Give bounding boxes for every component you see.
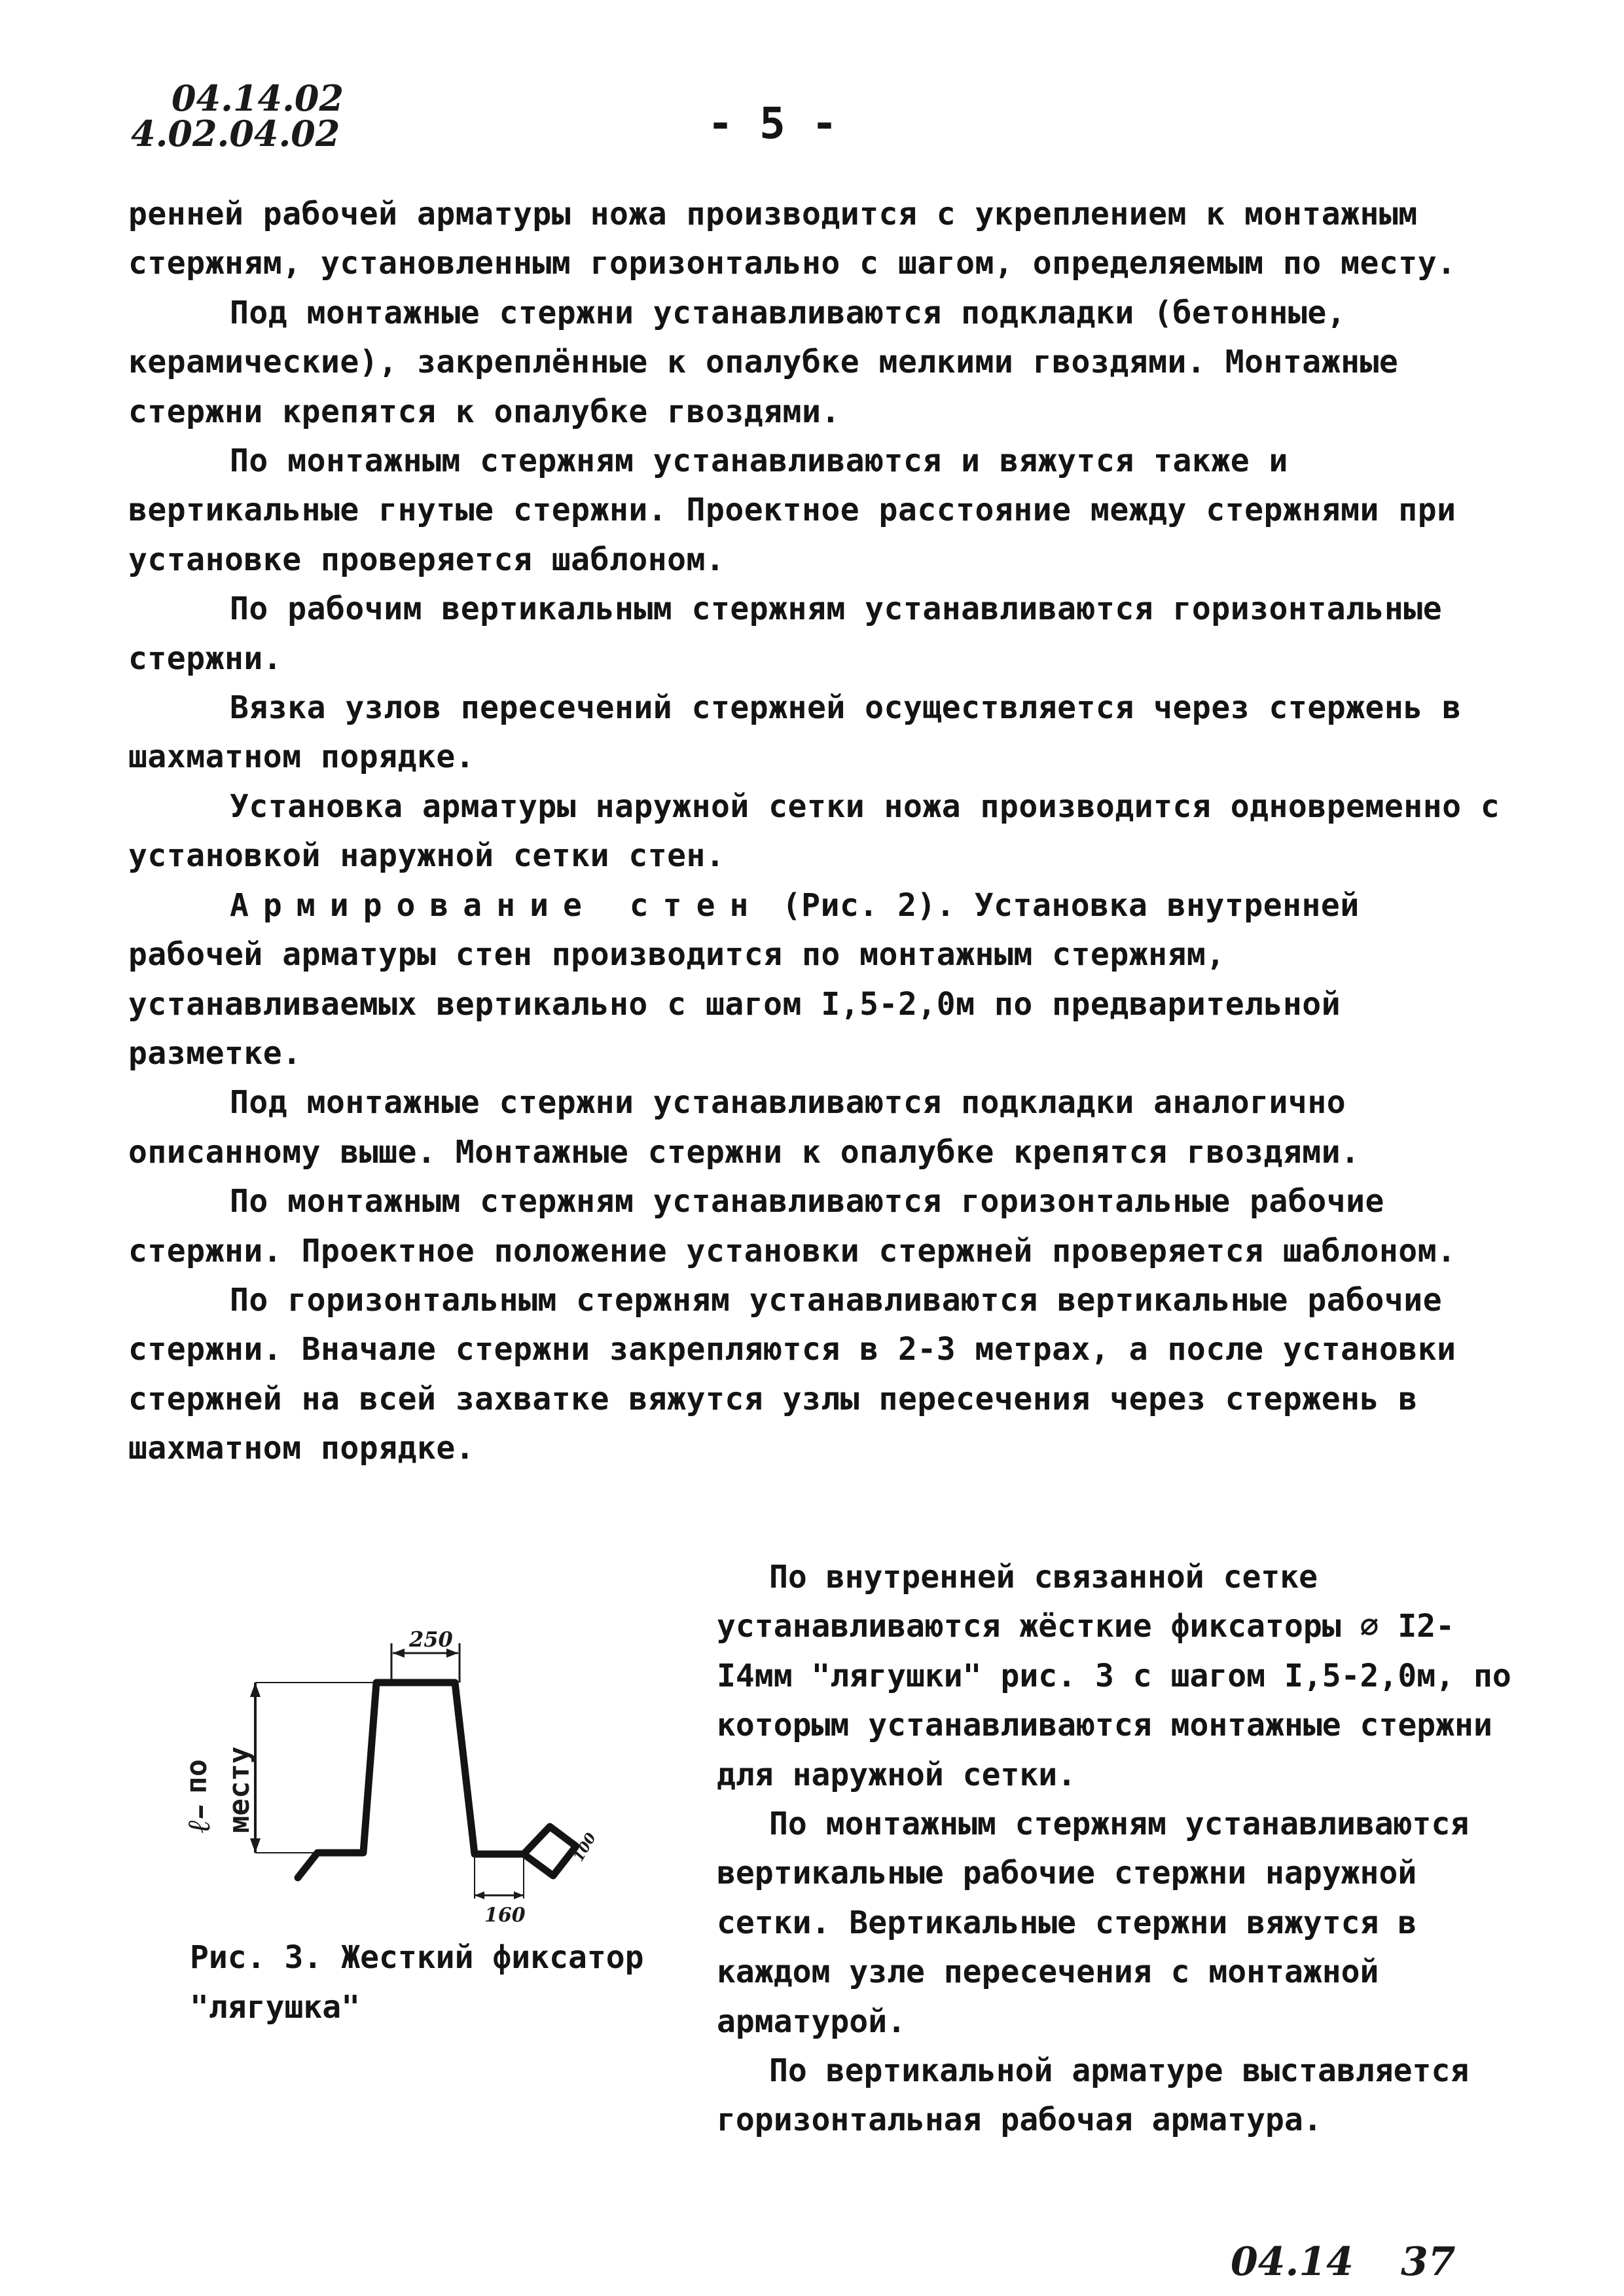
footer-handwritten-code: 04.14	[1231, 2239, 1354, 2285]
arrow-up-icon	[250, 1683, 261, 1697]
fixator-drawing	[157, 1617, 641, 1944]
paragraph-6: Установка арматуры наружной сетки ножа производится одновременно с установкой наружной сетки стен.	[128, 788, 1500, 875]
arrow-right-small-icon	[514, 1891, 524, 1899]
body-text	[128, 190, 1503, 1474]
dim-100-label: 100	[569, 1830, 600, 1865]
fixator-bar-profile	[298, 1683, 576, 1878]
handwritten-code-line1: 04.14.02	[171, 77, 344, 119]
paragraph-4: По рабочим вертикальным стержням устанавливаются горизонтальные стержни.	[128, 591, 1443, 677]
height-label-mestu: месту	[223, 1746, 256, 1833]
paragraph-12: По монтажным стержням устанавливаются вертикальные рабочие стержни наружной сетки. Вертикальные стержни вяжутся в каждом узле пересечения с монтажной арматурой.	[717, 1806, 1470, 2040]
figure-frog-fixator	[157, 1617, 641, 1944]
paragraph-2: Под монтажные стержни устанавливаются подкладки (бетонные, керамические), закреплённые к опалубке мелкими гвоздями. Монтажные стержни крепятся к опалубке гвоздями.	[128, 294, 1399, 430]
paragraph-3: По монтажным стержням устанавливаются и вяжутся также и вертикальные гнутые стержни. Проектное расстояние между стержнями при установке проверяется шаблоном.	[128, 443, 1456, 578]
arrow-left-small-icon	[475, 1891, 484, 1899]
section-heading-spaced: Армирование стен	[230, 886, 763, 924]
arrow-down-icon	[250, 1838, 261, 1853]
height-label-script-l: ℓ–	[181, 1804, 217, 1833]
paragraph-7	[128, 881, 1503, 1079]
paragraph-5: Вязка узлов пересечений стержней осуществляется через стержень в шахматном порядке.	[128, 689, 1462, 776]
figure-caption: Рис. 3. Жесткий фиксатор "лягушка"	[190, 1939, 644, 2026]
dim-250-label: 250	[409, 1627, 453, 1652]
paragraph-1: ренней рабочей арматуры ножа производится с укреплением к монтажным стержням, установленным горизонтально с шагом, определяемым по месту.	[128, 196, 1456, 282]
height-label-po: по	[180, 1759, 213, 1794]
paragraph-7-text: (Рис. 2). Установка внутренней рабочей арматуры стен производится по монтажным стержням, устанавливаемых вертикально с шагом I,5-2,0м по предварительной разметке.	[128, 886, 1360, 1072]
paragraph-11: По внутренней связанной сетке устанавливаются жёсткие фиксаторы ∅ I2-I4мм "лягушки" рис. 3 с шагом I,5-2,0м, по которым устанавливаются монтажные стержни для наружной сетки.	[717, 1559, 1511, 1793]
paragraph-8: Под монтажные стержни устанавливаются подкладки аналогично описанному выше. Монтажные стержни к опалубке крепятся гвоздями.	[128, 1084, 1360, 1171]
paragraph-9: По монтажным стержням устанавливаются горизонтальные рабочие стержни. Проектное положение установки стержней проверяется шаблоном.	[128, 1183, 1456, 1269]
handwritten-code-line2: 4.02.04.02	[131, 113, 340, 155]
paragraph-10: По горизонтальным стержням устанавливаются вертикальные рабочие стержни. Вначале стержни закрепляются в 2-3 метрах, а после установки стержней на всей захватке вяжутся узлы пересечения через стержень в шахматном порядке.	[128, 1281, 1456, 1467]
right-column-text	[717, 1553, 1515, 2145]
footer-sheet-number: 37	[1401, 2239, 1456, 2285]
dim-160-label: 160	[484, 1904, 526, 1927]
page-number: - 5 -	[707, 98, 838, 149]
arrow-left-icon	[393, 1649, 405, 1658]
paragraph-13: По вертикальной арматуре выставляется горизонтальная рабочая арматура.	[717, 2052, 1470, 2139]
